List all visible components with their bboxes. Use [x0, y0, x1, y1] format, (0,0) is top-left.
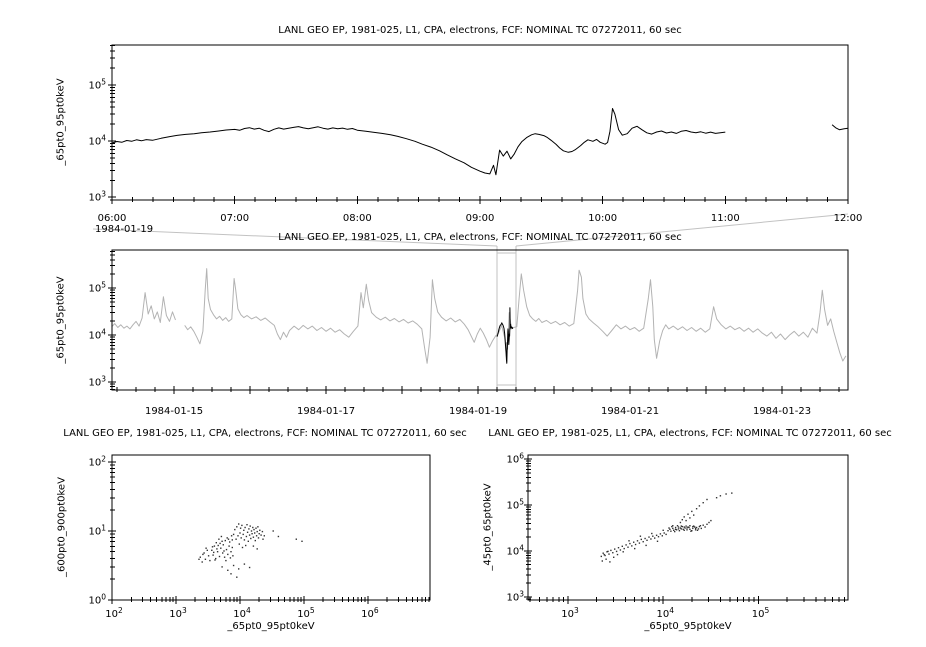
- plot-frame: [112, 45, 848, 200]
- tick-label: 12:00: [833, 213, 863, 224]
- tick-label: $10^4$: [88, 133, 106, 148]
- tick-label: $10^0$: [88, 592, 106, 607]
- panel-scatter-right-title: LANL GEO EP, 1981-025, L1, CPA, electrons, FCF: NOMINAL TC 07272011, 60 sec: [488, 428, 892, 439]
- scatter-points: [198, 523, 302, 578]
- tick-label: 1984-01-19: [448, 406, 508, 417]
- tick-label: $10^3$: [561, 606, 579, 620]
- tick-label: 1984-01-21: [600, 406, 660, 417]
- tick-label: $10^5$: [88, 77, 106, 92]
- tick-label: $10^3$: [88, 374, 106, 389]
- series-line: [497, 308, 513, 364]
- series-line: [832, 125, 848, 130]
- tick-label: $10^5$: [751, 606, 770, 620]
- tick-label: $10^3$: [506, 589, 524, 604]
- tick-label: $10^5$: [506, 497, 524, 512]
- tick-label: $10^6$: [361, 606, 379, 620]
- panel-scatter-45-65-vs-65-95[interactable]: [506, 452, 848, 620]
- tick-label: $10^4$: [233, 606, 251, 620]
- tick-label: 1984-01-23: [752, 406, 812, 417]
- tick-label: $10^4$: [88, 327, 106, 342]
- tick-label: 1984-01-15: [144, 406, 204, 417]
- tick-label: $10^4$: [656, 606, 674, 620]
- tick-label: 07:00: [220, 213, 250, 224]
- panel-scatter-left-ylabel: _600pt0_900pt0keV: [56, 477, 68, 577]
- panel-context-title: LANL GEO EP, 1981-025, L1, CPA, electrons, FCF: NOMINAL TC 07272011, 60 sec: [278, 232, 682, 243]
- tick-label: $10^6$: [506, 451, 524, 466]
- panel-timeseries-zoom[interactable]: [88, 45, 862, 224]
- axis-ticks: [88, 46, 862, 224]
- tick-label: 08:00: [342, 213, 372, 224]
- series-line: [112, 293, 176, 329]
- panel-timeseries-context[interactable]: [88, 250, 848, 417]
- panel-scatter-left-title: LANL GEO EP, 1981-025, L1, CPA, electrons, FCF: NOMINAL TC 07272011, 60 sec: [63, 428, 467, 439]
- tick-label: $10^1$: [88, 523, 106, 538]
- panel-context-ylabel: _65pt0_95pt0keV: [55, 276, 67, 364]
- tick-label: 1984-01-17: [296, 406, 356, 417]
- zoom-region-box[interactable]: [497, 246, 516, 390]
- panel-scatter-right-xlabel: _65pt0_95pt0keV: [644, 621, 732, 632]
- axis-ticks: [506, 452, 844, 620]
- tick-label: $10^3$: [169, 606, 187, 620]
- tick-label: $10^2$: [88, 454, 106, 469]
- tick-label: 11:00: [710, 213, 740, 224]
- tick-label: 09:00: [465, 213, 495, 224]
- series-line: [185, 269, 846, 364]
- axis-ticks: [88, 251, 839, 417]
- plot-frame: [112, 455, 430, 600]
- tick-label: $10^3$: [88, 189, 106, 204]
- tick-label: $10^2$: [105, 606, 123, 620]
- tick-label: $10^5$: [297, 606, 315, 620]
- series-line: [112, 109, 725, 175]
- panel-top-ylabel: _65pt0_95pt0keV: [55, 78, 67, 166]
- tick-label: 10:00: [588, 213, 618, 224]
- tick-label: $10^5$: [88, 280, 106, 295]
- panel-top-title: LANL GEO EP, 1981-025, L1, CPA, electrons, FCF: NOMINAL TC 07272011, 60 sec: [278, 25, 682, 36]
- panel-scatter-right-ylabel: _45pt0_65pt0keV: [482, 483, 494, 571]
- panel-scatter-left-xlabel: _65pt0_95pt0keV: [227, 621, 315, 632]
- x-axis-date-label: 1984-01-19: [95, 224, 154, 235]
- panel-scatter-600-900-vs-65-95[interactable]: [88, 454, 430, 620]
- tick-label: $10^4$: [506, 543, 524, 558]
- scatter-points: [601, 492, 733, 562]
- tick-label: 06:00: [97, 213, 127, 224]
